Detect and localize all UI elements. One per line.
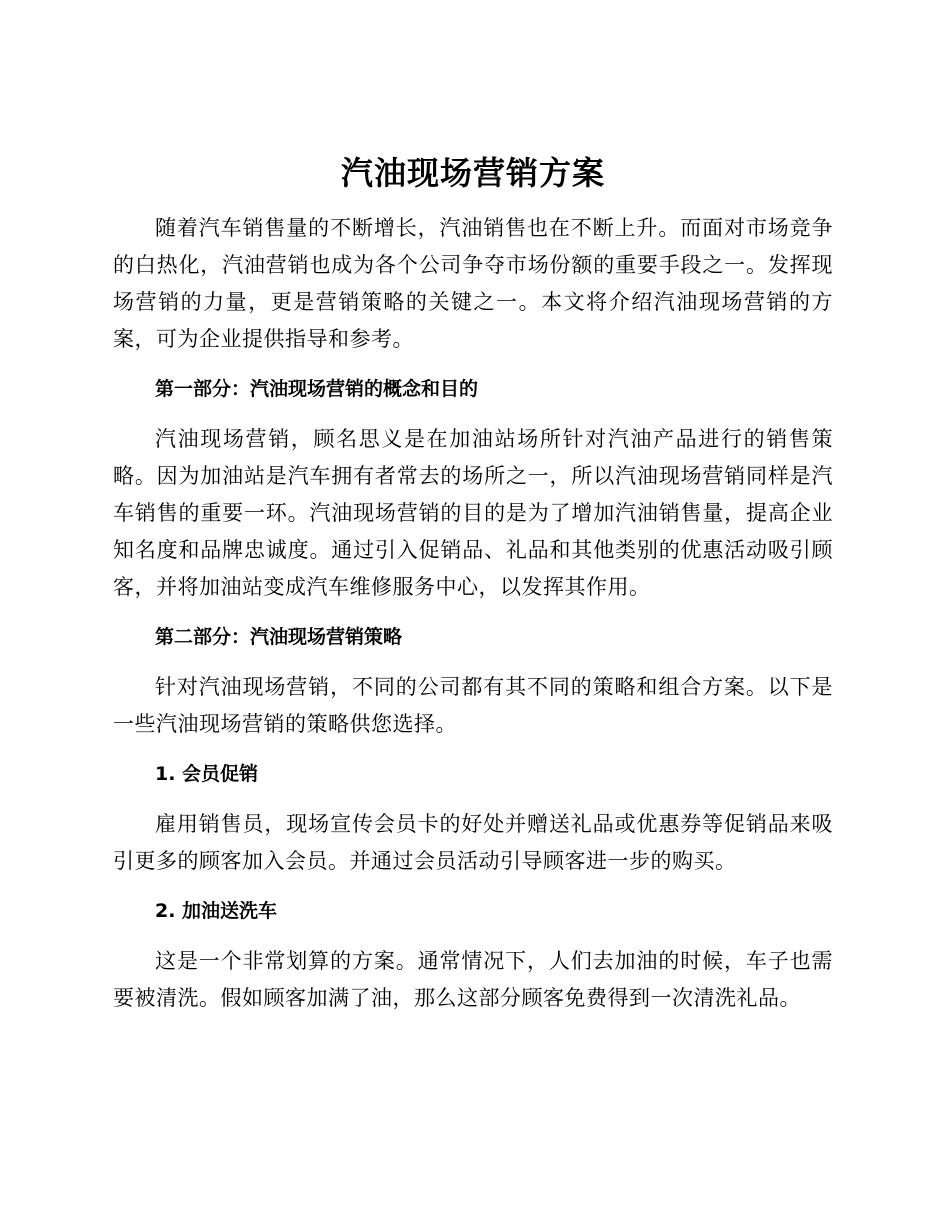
section-heading-fuel-car-wash: 2. 加油送洗车 xyxy=(155,900,278,922)
section-heading-part-two: 第二部分：汽油现场营销策略 xyxy=(155,626,403,648)
section-body-fuel-car-wash: 这是一个非常划算的方案。通常情况下，人们去加油的时候，车子也需要被清洗。假如顾客加满了油，那么这部分顾客免费得到一次清洗礼品。 xyxy=(113,949,833,1010)
section-body-member-promotion: 雇用销售员，现场宣传会员卡的好处并赠送礼品或优惠券等促销品来吸引更多的顾客加入会员。并通过会员活动引导顾客进一步的购买。 xyxy=(113,812,833,873)
section-body-part-one: 汽油现场营销，顾名思义是在加油站场所针对汽油产品进行的销售策略。因为加油站是汽车拥有者常去的场所之一，所以汽油现场营销同样是汽车销售的重要一环。汽油现场营销的目的是为了增加汽油销售量，提高企业知名度和品牌忠诚度。通过引入促销品、礼品和其他类别的优惠活动吸引顾客，并将加油站变成汽车维修服务中心，以发挥其作用。 xyxy=(113,427,833,599)
section-heading-member-promotion: 1. 会员促销 xyxy=(155,763,259,785)
intro-paragraph: 随着汽车销售量的不断增长，汽油销售也在不断上升。而面对市场竞争的白热化，汽油营销也成为各个公司争夺市场份额的重要手段之一。发挥现场营销的力量，更是营销策略的关键之一。本文将介绍汽油现场营销的方案，可为企业提供指导和参考。 xyxy=(113,216,833,351)
document-content xyxy=(113,150,833,1017)
section-body-part-two: 针对汽油现场营销，不同的公司都有其不同的策略和组合方案。以下是一些汽油现场营销的策略供您选择。 xyxy=(113,675,833,736)
section-heading-part-one: 第一部分：汽油现场营销的概念和目的 xyxy=(155,378,479,400)
document-title: 汽油现场营销方案 xyxy=(340,154,605,192)
